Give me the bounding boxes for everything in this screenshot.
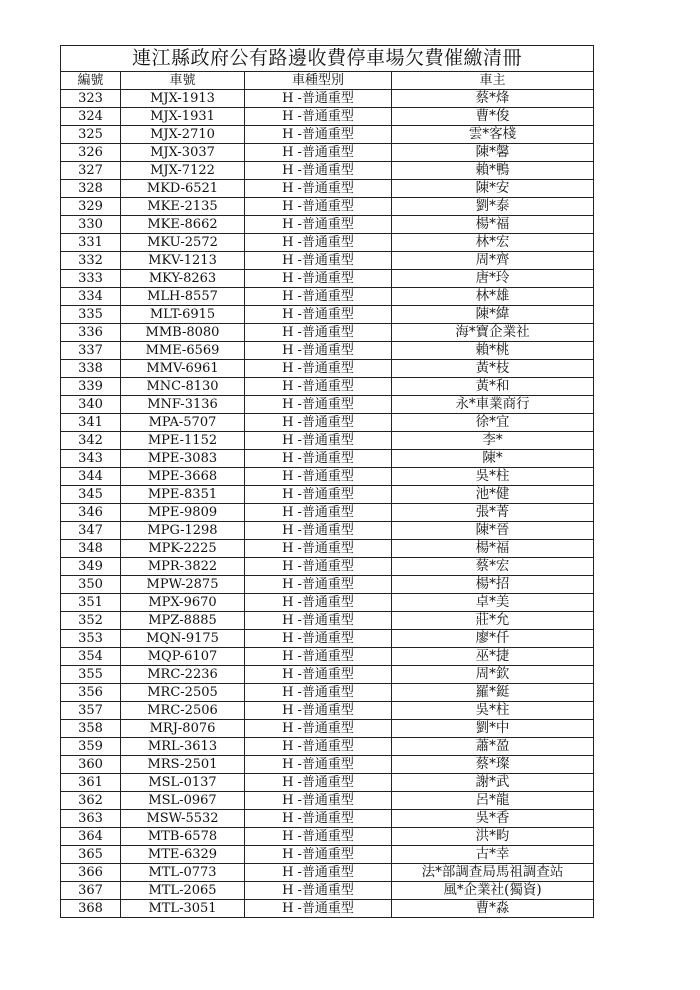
plate-number: MKU-2572 (121, 234, 245, 252)
vehicle-type: H -普通重型 (245, 594, 392, 612)
owner-name: 賴*桃 (392, 342, 594, 360)
table-row (61, 414, 594, 432)
plate-number: MQN-9175 (121, 630, 245, 648)
owner-name: 楊*福 (392, 216, 594, 234)
document-title: 連江縣政府公有路邊收費停車場欠費催繳清冊 (61, 46, 594, 72)
table-row (61, 162, 594, 180)
plate-number: MMB-8080 (121, 324, 245, 342)
table-row (61, 774, 594, 792)
table-row (61, 882, 594, 900)
owner-name: 陳*安 (392, 180, 594, 198)
owner-name: 吳*香 (392, 810, 594, 828)
plate-number: MKE-8662 (121, 216, 245, 234)
vehicle-type: H -普通重型 (245, 126, 392, 144)
vehicle-type: H -普通重型 (245, 486, 392, 504)
table-row (61, 738, 594, 756)
table-row (61, 126, 594, 144)
table-row (61, 846, 594, 864)
row-number: 339 (61, 378, 121, 396)
vehicle-type: H -普通重型 (245, 90, 392, 108)
plate-number: MME-6569 (121, 342, 245, 360)
vehicle-type: H -普通重型 (245, 900, 392, 918)
plate-number: MKY-8263 (121, 270, 245, 288)
owner-name: 海*寶企業社 (392, 324, 594, 342)
row-number: 338 (61, 360, 121, 378)
plate-number: MRC-2236 (121, 666, 245, 684)
vehicle-type: H -普通重型 (245, 684, 392, 702)
row-number: 337 (61, 342, 121, 360)
table-row (61, 756, 594, 774)
plate-number: MRS-2501 (121, 756, 245, 774)
table-row (61, 558, 594, 576)
column-header-owner: 車主 (392, 72, 594, 90)
column-header-vehicle-type: 車種型別 (245, 72, 392, 90)
table-row (61, 270, 594, 288)
vehicle-type: H -普通重型 (245, 450, 392, 468)
owner-name: 巫*捷 (392, 648, 594, 666)
table-row (61, 378, 594, 396)
row-number: 323 (61, 90, 121, 108)
vehicle-type: H -普通重型 (245, 720, 392, 738)
table-row (61, 900, 594, 918)
table-row (61, 450, 594, 468)
plate-number: MQP-6107 (121, 648, 245, 666)
plate-number: MPE-3668 (121, 468, 245, 486)
row-number: 349 (61, 558, 121, 576)
owner-name: 唐*玲 (392, 270, 594, 288)
vehicle-type: H -普通重型 (245, 396, 392, 414)
vehicle-type: H -普通重型 (245, 144, 392, 162)
table-row (61, 630, 594, 648)
vehicle-type: H -普通重型 (245, 504, 392, 522)
row-number: 348 (61, 540, 121, 558)
vehicle-type: H -普通重型 (245, 702, 392, 720)
vehicle-type: H -普通重型 (245, 828, 392, 846)
plate-number: MPE-8351 (121, 486, 245, 504)
owner-name: 羅*鋌 (392, 684, 594, 702)
owner-name: 曹*俊 (392, 108, 594, 126)
plate-number: MPE-3083 (121, 450, 245, 468)
plate-number: MPE-1152 (121, 432, 245, 450)
plate-number: MPR-3822 (121, 558, 245, 576)
row-number: 347 (61, 522, 121, 540)
table-row (61, 234, 594, 252)
table-row (61, 612, 594, 630)
row-number: 365 (61, 846, 121, 864)
plate-number: MPK-2225 (121, 540, 245, 558)
table-row (61, 828, 594, 846)
vehicle-type: H -普通重型 (245, 522, 392, 540)
owner-name: 洪*畇 (392, 828, 594, 846)
owner-name: 吳*柱 (392, 468, 594, 486)
row-number: 330 (61, 216, 121, 234)
plate-number: MTL-3051 (121, 900, 245, 918)
plate-number: MPE-9809 (121, 504, 245, 522)
row-number: 328 (61, 180, 121, 198)
row-number: 357 (61, 702, 121, 720)
table-row (61, 810, 594, 828)
table-row (61, 576, 594, 594)
owner-name: 蔡*璨 (392, 756, 594, 774)
table-row (61, 504, 594, 522)
row-number: 329 (61, 198, 121, 216)
vehicle-type: H -普通重型 (245, 648, 392, 666)
owner-name: 劉*泰 (392, 198, 594, 216)
vehicle-type: H -普通重型 (245, 882, 392, 900)
plate-number: MJX-1931 (121, 108, 245, 126)
row-number: 334 (61, 288, 121, 306)
row-number: 342 (61, 432, 121, 450)
table-row (61, 198, 594, 216)
row-number: 345 (61, 486, 121, 504)
column-header-number: 編號 (61, 72, 121, 90)
vehicle-type: H -普通重型 (245, 324, 392, 342)
plate-number: MSW-5532 (121, 810, 245, 828)
table-row (61, 702, 594, 720)
plate-number: MKV-1213 (121, 252, 245, 270)
owner-name: 風*企業社(獨資) (392, 882, 594, 900)
vehicle-type: H -普通重型 (245, 288, 392, 306)
row-number: 325 (61, 126, 121, 144)
owner-name: 周*齊 (392, 252, 594, 270)
plate-number: MSL-0967 (121, 792, 245, 810)
vehicle-type: H -普通重型 (245, 180, 392, 198)
vehicle-type: H -普通重型 (245, 468, 392, 486)
row-number: 367 (61, 882, 121, 900)
row-number: 336 (61, 324, 121, 342)
row-number: 335 (61, 306, 121, 324)
owner-name: 李* (392, 432, 594, 450)
owner-name: 謝*武 (392, 774, 594, 792)
vehicle-type: H -普通重型 (245, 162, 392, 180)
table-row (61, 180, 594, 198)
row-number: 364 (61, 828, 121, 846)
owner-name: 蔡*烽 (392, 90, 594, 108)
owner-name: 曹*淼 (392, 900, 594, 918)
table-row (61, 666, 594, 684)
plate-number: MRL-3613 (121, 738, 245, 756)
plate-number: MNF-3136 (121, 396, 245, 414)
vehicle-type: H -普通重型 (245, 792, 392, 810)
plate-number: MPX-9670 (121, 594, 245, 612)
vehicle-type: H -普通重型 (245, 342, 392, 360)
table-row (61, 432, 594, 450)
table-row (61, 540, 594, 558)
owner-name: 池*健 (392, 486, 594, 504)
table-row (61, 90, 594, 108)
vehicle-type: H -普通重型 (245, 252, 392, 270)
owner-name: 蔡*宏 (392, 558, 594, 576)
owner-name: 雲*客棧 (392, 126, 594, 144)
row-number: 341 (61, 414, 121, 432)
table-row (61, 144, 594, 162)
table-row (61, 864, 594, 882)
table-row (61, 252, 594, 270)
row-number: 361 (61, 774, 121, 792)
row-number: 326 (61, 144, 121, 162)
owner-name: 陳* (392, 450, 594, 468)
owner-name: 古*幸 (392, 846, 594, 864)
vehicle-type: H -普通重型 (245, 738, 392, 756)
plate-number: MPA-5707 (121, 414, 245, 432)
row-number: 366 (61, 864, 121, 882)
owner-name: 呂*龍 (392, 792, 594, 810)
vehicle-type: H -普通重型 (245, 846, 392, 864)
table-row (61, 324, 594, 342)
row-number: 333 (61, 270, 121, 288)
plate-number: MPZ-8885 (121, 612, 245, 630)
vehicle-type: H -普通重型 (245, 198, 392, 216)
table-row (61, 648, 594, 666)
vehicle-type: H -普通重型 (245, 234, 392, 252)
row-number: 362 (61, 792, 121, 810)
owner-name: 陳*緯 (392, 306, 594, 324)
owner-name: 卓*美 (392, 594, 594, 612)
row-number: 332 (61, 252, 121, 270)
owner-name: 吳*柱 (392, 702, 594, 720)
row-number: 344 (61, 468, 121, 486)
row-number: 340 (61, 396, 121, 414)
plate-number: MLT-6915 (121, 306, 245, 324)
owner-name: 蕭*盈 (392, 738, 594, 756)
owner-name: 徐*宜 (392, 414, 594, 432)
row-number: 358 (61, 720, 121, 738)
vehicle-type: H -普通重型 (245, 576, 392, 594)
vehicle-type: H -普通重型 (245, 558, 392, 576)
vehicle-type: H -普通重型 (245, 666, 392, 684)
owner-name: 劉*中 (392, 720, 594, 738)
row-number: 324 (61, 108, 121, 126)
owner-name: 張*菁 (392, 504, 594, 522)
row-number: 368 (61, 900, 121, 918)
vehicle-type: H -普通重型 (245, 306, 392, 324)
row-number: 343 (61, 450, 121, 468)
vehicle-type: H -普通重型 (245, 630, 392, 648)
plate-number: MSL-0137 (121, 774, 245, 792)
plate-number: MKE-2135 (121, 198, 245, 216)
table-row (61, 360, 594, 378)
ledger-body (61, 90, 594, 918)
table-row (61, 108, 594, 126)
plate-number: MRC-2505 (121, 684, 245, 702)
plate-number: MTL-0773 (121, 864, 245, 882)
row-number: 359 (61, 738, 121, 756)
vehicle-type: H -普通重型 (245, 810, 392, 828)
plate-number: MKD-6521 (121, 180, 245, 198)
plate-number: MJX-1913 (121, 90, 245, 108)
vehicle-type: H -普通重型 (245, 378, 392, 396)
owner-name: 楊*招 (392, 576, 594, 594)
table-row (61, 792, 594, 810)
vehicle-type: H -普通重型 (245, 540, 392, 558)
row-number: 360 (61, 756, 121, 774)
owner-name: 陳*晉 (392, 522, 594, 540)
vehicle-type: H -普通重型 (245, 756, 392, 774)
table-row (61, 468, 594, 486)
table-row (61, 486, 594, 504)
vehicle-type: H -普通重型 (245, 864, 392, 882)
row-number: 350 (61, 576, 121, 594)
header-row (61, 72, 594, 90)
vehicle-type: H -普通重型 (245, 270, 392, 288)
plate-number: MJX-2710 (121, 126, 245, 144)
plate-number: MPW-2875 (121, 576, 245, 594)
plate-number: MTL-2065 (121, 882, 245, 900)
plate-number: MRC-2506 (121, 702, 245, 720)
owner-name: 陳*馨 (392, 144, 594, 162)
vehicle-type: H -普通重型 (245, 774, 392, 792)
row-number: 353 (61, 630, 121, 648)
owner-name: 周*欽 (392, 666, 594, 684)
vehicle-type: H -普通重型 (245, 612, 392, 630)
vehicle-type: H -普通重型 (245, 432, 392, 450)
owner-name: 楊*福 (392, 540, 594, 558)
arrears-ledger-table (60, 45, 594, 918)
owner-name: 林*宏 (392, 234, 594, 252)
table-row (61, 288, 594, 306)
table-row (61, 594, 594, 612)
vehicle-type: H -普通重型 (245, 360, 392, 378)
plate-number: MTE-6329 (121, 846, 245, 864)
plate-number: MJX-3037 (121, 144, 245, 162)
plate-number: MPG-1298 (121, 522, 245, 540)
table-row (61, 684, 594, 702)
row-number: 352 (61, 612, 121, 630)
owner-name: 黃*枝 (392, 360, 594, 378)
table-row (61, 396, 594, 414)
plate-number: MMV-6961 (121, 360, 245, 378)
row-number: 355 (61, 666, 121, 684)
owner-name: 林*雄 (392, 288, 594, 306)
vehicle-type: H -普通重型 (245, 216, 392, 234)
owner-name: 法*部調查局馬祖調查站 (392, 864, 594, 882)
table-row (61, 342, 594, 360)
owner-name: 廖*仟 (392, 630, 594, 648)
vehicle-type: H -普通重型 (245, 108, 392, 126)
owner-name: 永*車業商行 (392, 396, 594, 414)
plate-number: MNC-8130 (121, 378, 245, 396)
owner-name: 莊*允 (392, 612, 594, 630)
row-number: 346 (61, 504, 121, 522)
plate-number: MLH-8557 (121, 288, 245, 306)
row-number: 331 (61, 234, 121, 252)
row-number: 327 (61, 162, 121, 180)
owner-name: 黃*和 (392, 378, 594, 396)
table-row (61, 720, 594, 738)
row-number: 363 (61, 810, 121, 828)
table-row (61, 306, 594, 324)
owner-name: 賴*鴨 (392, 162, 594, 180)
row-number: 354 (61, 648, 121, 666)
plate-number: MJX-7122 (121, 162, 245, 180)
column-header-plate: 車號 (121, 72, 245, 90)
plate-number: MTB-6578 (121, 828, 245, 846)
table-row (61, 522, 594, 540)
vehicle-type: H -普通重型 (245, 414, 392, 432)
plate-number: MRJ-8076 (121, 720, 245, 738)
row-number: 356 (61, 684, 121, 702)
table-row (61, 216, 594, 234)
title-row (61, 46, 594, 72)
row-number: 351 (61, 594, 121, 612)
